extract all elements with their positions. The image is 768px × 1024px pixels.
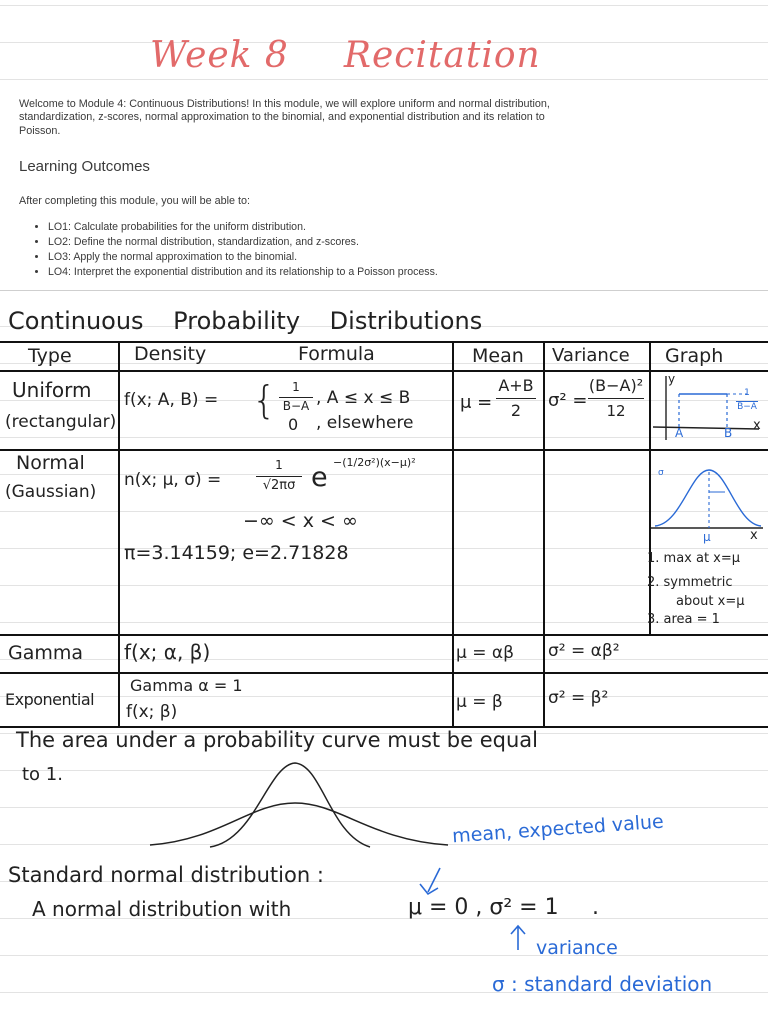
normal-range: −∞ < x < ∞	[243, 510, 358, 532]
standard-normal-line2: A normal distribution with	[32, 897, 292, 921]
learning-outcomes-heading: Learning Outcomes	[19, 158, 150, 175]
two-bell-curves-sketch	[150, 755, 450, 850]
gamma-mean: μ = αβ	[456, 643, 514, 663]
normal-property-2: 2. symmetric	[647, 575, 733, 590]
exponential-formula-line1: Gamma α = 1	[130, 676, 243, 695]
title-week: Week 8	[150, 35, 289, 76]
list-item: • LO2: Define the normal distribution, standardization, and z-scores.	[48, 235, 438, 250]
list-item: • LO1: Calculate probabilities for the uniform distribution.	[48, 220, 438, 235]
list-item: • LO4: Interpret the exponential distribution and its relationship to a Poisson process.	[48, 265, 438, 280]
table-title: Continuous Probability Distributions	[8, 307, 483, 335]
learning-outcomes-list	[30, 220, 438, 280]
table-top-rule	[0, 341, 768, 343]
column-rule	[118, 341, 120, 726]
uniform-alias: (rectangular)	[5, 412, 117, 432]
uniform-graph-x-label: x	[753, 418, 761, 433]
header-formula: Formula	[298, 343, 375, 365]
down-arrow-icon	[418, 866, 448, 898]
title-recitation: Recitation	[343, 35, 541, 76]
gamma-type: Gamma	[8, 642, 84, 664]
uniform-type: Uniform	[12, 378, 92, 402]
area-note-line2: to 1.	[22, 764, 63, 785]
uniform-graph-y-label: y	[668, 372, 676, 386]
uniform-graph-a-label: A	[675, 426, 684, 440]
normal-alias: (Gaussian)	[5, 482, 97, 502]
header-mean: Mean	[472, 345, 524, 367]
uniform-graph-b-label: B	[724, 426, 733, 440]
uniform-brace: {	[252, 378, 277, 422]
normal-density-graph	[651, 458, 768, 538]
uniform-variance-lhs: σ² =	[548, 390, 588, 411]
variance-note: variance	[536, 937, 618, 959]
header-type: Type	[28, 345, 72, 367]
normal-graph-x-label: x	[750, 528, 758, 543]
up-arrow-icon	[508, 924, 528, 952]
fraction-bar	[588, 398, 644, 399]
uniform-case1-num: 1	[292, 380, 300, 394]
area-note-line1: The area under a probability curve must be equal	[16, 728, 538, 752]
normal-constants: π=3.14159; e=2.71828	[124, 542, 349, 564]
normal-graph-mu-label: μ	[703, 530, 711, 544]
normal-property-3: 3. area = 1	[647, 612, 720, 627]
exponential-variance: σ² = β²	[548, 688, 609, 708]
module-intro: Welcome to Module 4: Continuous Distributions! In this module, we will explore uniform and normal distribution, standardization, z-scores, normal approximation to the binomial, and exponential distribution and its relation to Poisson.	[19, 98, 550, 137]
normal-frac-num: 1	[275, 458, 283, 472]
standard-normal-period: .	[592, 895, 599, 920]
uniform-formula-lhs: f(x; A, B) =	[124, 390, 219, 410]
normal-exponent: −(1/2σ²)(x−μ)²	[333, 456, 416, 469]
learning-outcomes-lead: After completing this module, you will be able to:	[19, 195, 251, 207]
standard-normal-params: μ = 0 , σ² = 1	[408, 895, 559, 920]
uniform-variance-den: 12	[606, 402, 626, 420]
exponential-formula-line2: f(x; β)	[126, 702, 178, 722]
exponential-mean: μ = β	[456, 692, 503, 712]
normal-property-2-continued: about x=μ	[676, 594, 745, 609]
normal-frac-den: √2πσ	[262, 478, 296, 493]
exponential-type: Exponential	[5, 690, 95, 709]
list-item: • LO3: Apply the normal approximation to the binomial.	[48, 250, 438, 265]
uniform-case1-den: B−A	[282, 399, 310, 413]
uniform-mean-lhs: μ =	[460, 392, 493, 413]
column-rule	[543, 341, 545, 726]
row-rule	[0, 634, 768, 636]
standard-deviation-note: σ : standard deviation	[492, 972, 713, 996]
gamma-formula: f(x; α, β)	[124, 640, 211, 664]
normal-formula-lhs: n(x; μ, σ) =	[124, 470, 222, 490]
header-density: Density	[134, 343, 207, 365]
mean-expected-value-note: mean, expected value	[451, 810, 665, 848]
fraction-bar	[256, 476, 302, 477]
column-rule	[452, 341, 454, 726]
uniform-variance-num: (B−A)²	[588, 376, 644, 395]
row-rule	[0, 672, 768, 674]
standard-normal-line1: Standard normal distribution :	[8, 863, 324, 887]
uniform-graph-height-den: B−A	[737, 402, 757, 412]
normal-graph-sigma-label: σ	[658, 468, 664, 478]
uniform-case1-condition: , A ≤ x ≤ B	[316, 388, 411, 408]
page-title	[150, 35, 541, 76]
uniform-case2-condition: , elsewhere	[316, 413, 414, 433]
header-graph: Graph	[665, 345, 724, 367]
uniform-mean-den: 2	[510, 401, 522, 420]
gamma-variance: σ² = αβ²	[548, 641, 620, 661]
normal-property-1: 1. max at x=μ	[647, 551, 741, 566]
row-rule	[0, 449, 768, 451]
uniform-case2-value: 0	[288, 415, 299, 434]
header-variance: Variance	[552, 345, 630, 366]
fraction-bar	[496, 398, 536, 399]
fraction-bar	[279, 397, 313, 398]
uniform-graph-height-num: 1	[744, 388, 750, 398]
normal-exp-base: e	[311, 462, 328, 493]
normal-type: Normal	[16, 452, 85, 474]
uniform-mean-num: A+B	[498, 376, 534, 395]
